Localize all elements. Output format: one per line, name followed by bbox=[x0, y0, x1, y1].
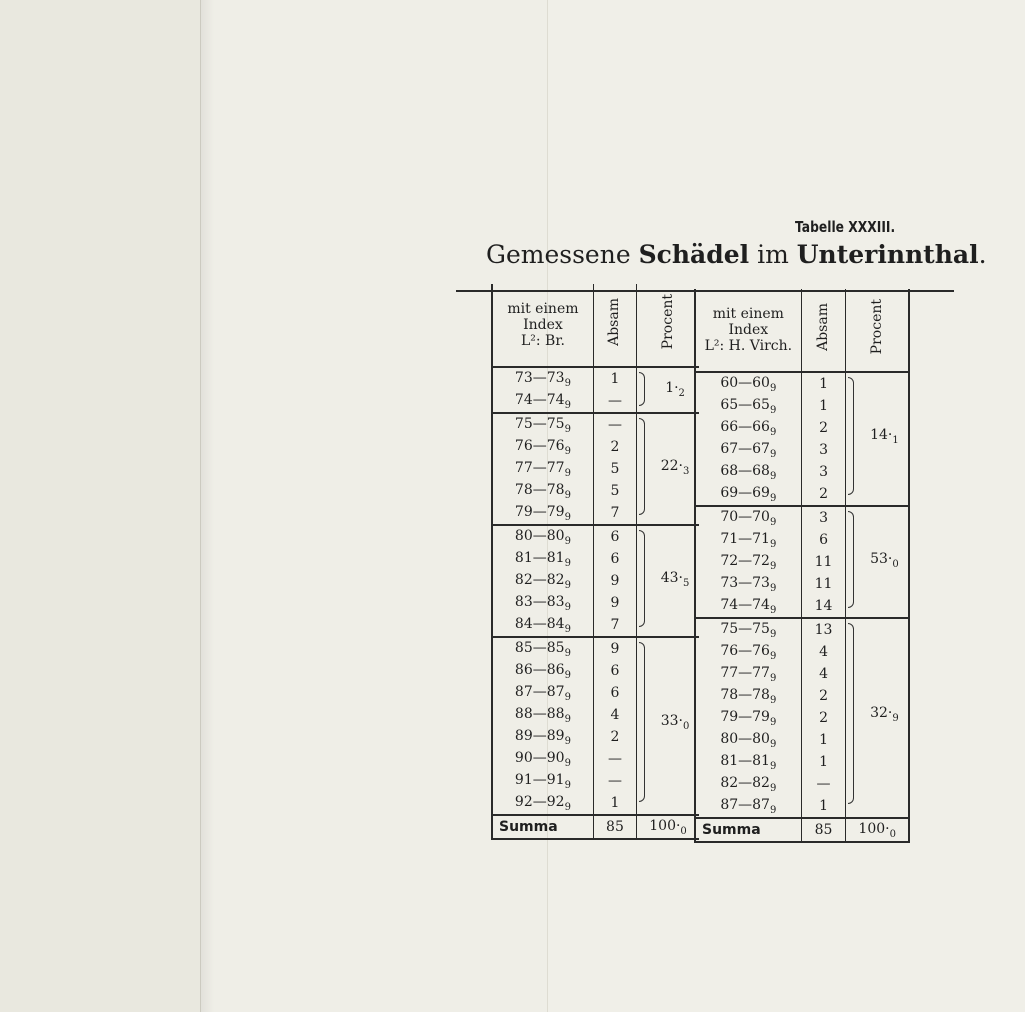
title-part-5: . bbox=[978, 240, 987, 269]
cell-index-range bbox=[695, 663, 801, 685]
range-subscript: 9 bbox=[769, 739, 777, 750]
range-subscript: 9 bbox=[564, 602, 571, 613]
cell-absam-count: 3 bbox=[801, 439, 846, 461]
range-value: 74—74 bbox=[720, 597, 770, 613]
table-header bbox=[695, 289, 909, 372]
cell-absam-count: 1 bbox=[801, 751, 846, 773]
cell-absam-count: 5 bbox=[593, 458, 636, 480]
cell-absam-count: 1 bbox=[801, 372, 846, 395]
procent-value bbox=[862, 549, 906, 571]
cell-absam-count: — bbox=[801, 773, 846, 795]
cell-absam-count: 9 bbox=[593, 592, 636, 614]
cell-absam-count: 2 bbox=[593, 436, 636, 458]
range-value: 84—84 bbox=[514, 616, 565, 632]
col-header-absam-text: Absam bbox=[606, 297, 623, 346]
range-value: 80—80 bbox=[514, 528, 565, 544]
range-value: 79—79 bbox=[514, 504, 565, 520]
brace-icon bbox=[848, 623, 854, 804]
range-subscript: 9 bbox=[769, 517, 777, 528]
procent-subscript: 2 bbox=[678, 388, 685, 399]
range-value: 92—92 bbox=[514, 794, 565, 810]
summa-procent-subscript: 0 bbox=[680, 826, 687, 837]
cell-absam-count: 1 bbox=[801, 729, 846, 751]
range-subscript: 9 bbox=[564, 624, 571, 635]
cell-absam-count: 5 bbox=[593, 480, 636, 502]
range-subscript: 9 bbox=[769, 717, 777, 728]
range-subscript: 9 bbox=[769, 449, 777, 460]
cell-absam-count: 13 bbox=[801, 618, 846, 641]
cell-procent-group bbox=[637, 367, 699, 413]
cell-absam-count: 1 bbox=[593, 367, 636, 390]
procent-subscript: 3 bbox=[683, 465, 690, 477]
cell-index-range bbox=[492, 592, 593, 614]
range-subscript: 9 bbox=[769, 493, 777, 504]
procent-main: 53· bbox=[870, 550, 893, 567]
range-subscript: 9 bbox=[564, 424, 571, 435]
range-value: 86—86 bbox=[514, 662, 565, 678]
range-subscript: 9 bbox=[564, 558, 571, 569]
range-value: 83—83 bbox=[514, 594, 565, 610]
cell-index-range bbox=[695, 618, 801, 641]
range-value: 85—85 bbox=[514, 640, 565, 656]
range-value: 82—82 bbox=[514, 572, 565, 588]
cell-index-range bbox=[492, 726, 593, 748]
cell-index-range bbox=[492, 367, 593, 390]
range-value: 73—73 bbox=[514, 370, 565, 386]
cell-index-range bbox=[492, 480, 593, 502]
table-row bbox=[695, 506, 909, 529]
range-subscript: 9 bbox=[564, 780, 571, 791]
cell-absam-count: 14 bbox=[801, 595, 846, 618]
cell-index-range bbox=[695, 395, 801, 417]
col-header-index-line1: mit einem bbox=[712, 306, 784, 322]
cell-index-range bbox=[492, 502, 593, 525]
table-index-height bbox=[694, 289, 910, 843]
procent-subscript: 0 bbox=[683, 721, 690, 732]
cell-absam-count: — bbox=[593, 390, 636, 413]
range-subscript: 9 bbox=[564, 400, 571, 411]
cell-absam-count: — bbox=[593, 748, 636, 770]
col-header-index-line3: L²: H. Virch. bbox=[704, 338, 793, 354]
range-value: 69—69 bbox=[720, 485, 770, 501]
range-subscript: 9 bbox=[564, 802, 571, 813]
cell-index-range bbox=[492, 548, 593, 570]
cell-procent-group bbox=[846, 618, 909, 818]
range-subscript: 9 bbox=[769, 583, 777, 594]
col-header-procent-text: Procent bbox=[868, 298, 885, 355]
range-value: 75—75 bbox=[720, 621, 770, 637]
procent-value bbox=[653, 378, 697, 400]
range-subscript: 9 bbox=[564, 670, 571, 681]
col-header-index bbox=[492, 284, 593, 367]
range-value: 67—67 bbox=[720, 441, 770, 457]
summary-row bbox=[695, 818, 909, 842]
cell-procent-group bbox=[637, 413, 699, 525]
range-value: 81—81 bbox=[720, 753, 770, 769]
range-subscript: 9 bbox=[769, 405, 777, 416]
cell-index-range bbox=[695, 707, 801, 729]
cell-index-range bbox=[695, 641, 801, 663]
range-value: 68—68 bbox=[720, 463, 770, 479]
cell-index-range bbox=[695, 506, 801, 529]
procent-subscript: 0 bbox=[892, 558, 899, 570]
table-row bbox=[492, 367, 699, 390]
cell-index-range bbox=[695, 551, 801, 573]
cell-index-range bbox=[695, 729, 801, 751]
range-subscript: 9 bbox=[769, 427, 777, 438]
summa-absam: 85 bbox=[801, 818, 846, 842]
cell-absam-count: 4 bbox=[593, 704, 636, 726]
procent-main: 14· bbox=[870, 427, 893, 443]
summa-procent bbox=[846, 818, 909, 842]
range-subscript: 9 bbox=[564, 692, 571, 703]
cell-absam-count: 6 bbox=[593, 525, 636, 548]
title-part-4: Unterinnthal bbox=[796, 240, 979, 269]
cell-index-range bbox=[492, 525, 593, 548]
table-row bbox=[492, 637, 699, 660]
title-part-2: Schädel bbox=[638, 240, 750, 269]
cell-absam-count: 11 bbox=[801, 573, 846, 595]
procent-value bbox=[862, 425, 906, 447]
col-header-index bbox=[695, 289, 801, 372]
range-value: 82—82 bbox=[720, 775, 770, 791]
cell-absam-count: 1 bbox=[593, 792, 636, 815]
range-subscript: 9 bbox=[564, 648, 571, 659]
range-value: 91—91 bbox=[514, 772, 565, 788]
range-value: 70—70 bbox=[720, 509, 770, 525]
procent-subscript: 1 bbox=[892, 435, 899, 446]
range-value: 90—90 bbox=[514, 750, 565, 766]
cell-absam-count: 11 bbox=[801, 551, 846, 573]
range-value: 75—75 bbox=[514, 416, 565, 432]
cell-index-range bbox=[695, 773, 801, 795]
range-value: 87—87 bbox=[514, 684, 565, 700]
cell-absam-count: 3 bbox=[801, 506, 846, 529]
cell-index-range bbox=[492, 770, 593, 792]
range-value: 81—81 bbox=[514, 550, 565, 566]
cell-absam-count: 2 bbox=[593, 726, 636, 748]
summa-procent bbox=[637, 815, 699, 839]
brace-icon bbox=[639, 642, 645, 802]
col-header-index-line2: Index bbox=[728, 322, 769, 338]
range-value: 73—73 bbox=[720, 575, 770, 591]
table-label: Tabelle XXXIII. bbox=[795, 218, 896, 236]
col-header-index-line2: Index bbox=[523, 317, 563, 333]
range-subscript: 9 bbox=[769, 805, 777, 816]
cell-index-range bbox=[695, 573, 801, 595]
cell-index-range bbox=[492, 792, 593, 815]
paper-panel-left bbox=[0, 0, 200, 1012]
table-row bbox=[492, 413, 699, 436]
cell-absam-count: 1 bbox=[801, 395, 846, 417]
cell-absam-count: 9 bbox=[593, 637, 636, 660]
table-row bbox=[492, 525, 699, 548]
range-subscript: 9 bbox=[769, 761, 777, 772]
range-value: 88—88 bbox=[514, 706, 565, 722]
title-part-3: im bbox=[749, 240, 797, 269]
cell-absam-count: — bbox=[593, 413, 636, 436]
cell-index-range bbox=[695, 685, 801, 707]
procent-subscript: 9 bbox=[892, 712, 899, 724]
range-value: 80—80 bbox=[720, 731, 770, 747]
cell-absam-count: 6 bbox=[593, 660, 636, 682]
range-value: 78—78 bbox=[720, 687, 770, 703]
col-header-procent bbox=[846, 289, 909, 372]
range-subscript: 9 bbox=[769, 471, 777, 482]
range-subscript: 9 bbox=[769, 383, 777, 394]
cell-index-range bbox=[695, 751, 801, 773]
cell-absam-count: 6 bbox=[593, 682, 636, 704]
cell-absam-count: 7 bbox=[593, 614, 636, 637]
range-subscript: 9 bbox=[564, 468, 571, 479]
summary-row bbox=[492, 815, 699, 839]
range-subscript: 9 bbox=[564, 736, 571, 747]
range-subscript: 9 bbox=[564, 580, 571, 591]
cell-index-range bbox=[695, 483, 801, 506]
cell-index-range bbox=[695, 461, 801, 483]
cell-absam-count: 7 bbox=[593, 502, 636, 525]
range-value: 77—77 bbox=[720, 665, 770, 681]
cell-absam-count: 3 bbox=[801, 461, 846, 483]
cell-procent-group bbox=[846, 372, 909, 506]
range-value: 60—60 bbox=[720, 375, 770, 391]
cell-absam-count: 1 bbox=[801, 795, 846, 818]
summa-absam: 85 bbox=[593, 815, 636, 839]
cell-index-range bbox=[695, 417, 801, 439]
cell-absam-count: — bbox=[593, 770, 636, 792]
procent-main: 43· bbox=[660, 569, 683, 586]
brace-icon bbox=[639, 418, 645, 515]
range-subscript: 9 bbox=[564, 536, 571, 547]
cell-index-range bbox=[492, 682, 593, 704]
cell-index-range bbox=[695, 439, 801, 461]
cell-index-range bbox=[695, 529, 801, 551]
range-subscript: 9 bbox=[564, 490, 571, 501]
range-subscript: 9 bbox=[769, 783, 777, 794]
procent-main: 22· bbox=[660, 457, 683, 474]
cell-procent-group bbox=[846, 506, 909, 618]
table-row bbox=[695, 372, 909, 395]
summa-procent-main: 100· bbox=[649, 818, 681, 834]
procent-value bbox=[862, 703, 906, 725]
cell-procent-group bbox=[637, 525, 699, 637]
brace-icon bbox=[848, 377, 854, 495]
range-subscript: 9 bbox=[564, 378, 571, 389]
range-subscript: 9 bbox=[564, 512, 571, 523]
fold-shadow bbox=[200, 0, 214, 1012]
cell-absam-count: 6 bbox=[593, 548, 636, 570]
cell-index-range bbox=[492, 570, 593, 592]
range-subscript: 9 bbox=[769, 673, 777, 684]
cell-absam-count: 2 bbox=[801, 483, 846, 506]
cell-absam-count: 2 bbox=[801, 685, 846, 707]
cell-index-range bbox=[695, 595, 801, 618]
range-subscript: 9 bbox=[769, 561, 777, 572]
procent-main: 33· bbox=[660, 713, 683, 729]
cell-index-range bbox=[492, 748, 593, 770]
range-subscript: 9 bbox=[564, 758, 571, 769]
brace-icon bbox=[848, 511, 854, 608]
range-value: 77—77 bbox=[514, 460, 565, 476]
range-value: 89—89 bbox=[514, 728, 565, 744]
col-header-index-line1: mit einem bbox=[507, 301, 579, 317]
brace-icon bbox=[639, 530, 645, 627]
cell-absam-count: 6 bbox=[801, 529, 846, 551]
range-value: 71—71 bbox=[720, 531, 770, 547]
range-subscript: 9 bbox=[769, 605, 777, 616]
summa-procent-main: 100· bbox=[858, 821, 890, 837]
col-header-procent-text: Procent bbox=[659, 293, 676, 350]
col-header-index-line3: L²: Br. bbox=[520, 333, 565, 349]
range-subscript: 9 bbox=[769, 539, 777, 550]
range-value: 76—76 bbox=[720, 643, 770, 659]
range-value: 87—87 bbox=[720, 797, 770, 813]
cell-absam-count: 4 bbox=[801, 663, 846, 685]
range-value: 66—66 bbox=[720, 419, 770, 435]
range-value: 72—72 bbox=[720, 553, 770, 569]
cell-index-range bbox=[695, 795, 801, 818]
procent-value bbox=[653, 568, 697, 590]
range-value: 74—74 bbox=[514, 392, 565, 408]
cell-absam-count: 9 bbox=[593, 570, 636, 592]
cell-index-range bbox=[492, 458, 593, 480]
cell-absam-count: 2 bbox=[801, 417, 846, 439]
range-subscript: 9 bbox=[769, 629, 777, 640]
procent-subscript: 5 bbox=[683, 577, 690, 589]
cell-index-range bbox=[492, 704, 593, 726]
cell-index-range bbox=[492, 436, 593, 458]
table-index-breadth bbox=[491, 284, 699, 840]
cell-absam-count: 4 bbox=[801, 641, 846, 663]
table-row bbox=[695, 618, 909, 641]
page-title bbox=[486, 240, 987, 269]
cell-index-range bbox=[492, 614, 593, 637]
col-header-absam bbox=[593, 284, 636, 367]
cell-procent-group bbox=[637, 637, 699, 815]
range-value: 79—79 bbox=[720, 709, 770, 725]
range-subscript: 9 bbox=[769, 651, 777, 662]
cell-index-range bbox=[492, 390, 593, 413]
procent-main: 1· bbox=[665, 380, 679, 396]
procent-value bbox=[653, 456, 697, 478]
range-value: 65—65 bbox=[720, 397, 770, 413]
summa-label: Summa bbox=[492, 815, 593, 839]
range-subscript: 9 bbox=[769, 695, 777, 706]
range-value: 76—76 bbox=[514, 438, 565, 454]
col-header-absam-text: Absam bbox=[815, 302, 832, 351]
range-subscript: 9 bbox=[564, 446, 571, 457]
cell-index-range bbox=[492, 660, 593, 682]
summa-label: Summa bbox=[695, 818, 801, 842]
range-value: 78—78 bbox=[514, 482, 565, 498]
col-header-absam bbox=[801, 289, 846, 372]
brace-icon bbox=[639, 372, 645, 406]
cell-index-range bbox=[695, 372, 801, 395]
cell-absam-count: 2 bbox=[801, 707, 846, 729]
cell-index-range bbox=[492, 413, 593, 436]
table-header bbox=[492, 284, 699, 367]
col-header-procent bbox=[637, 284, 699, 367]
title-part-1: Gemessene bbox=[486, 240, 639, 269]
procent-value bbox=[653, 711, 697, 733]
cell-index-range bbox=[492, 637, 593, 660]
procent-main: 32· bbox=[870, 704, 893, 721]
summa-procent-subscript: 0 bbox=[889, 829, 896, 840]
range-subscript: 9 bbox=[564, 714, 571, 725]
